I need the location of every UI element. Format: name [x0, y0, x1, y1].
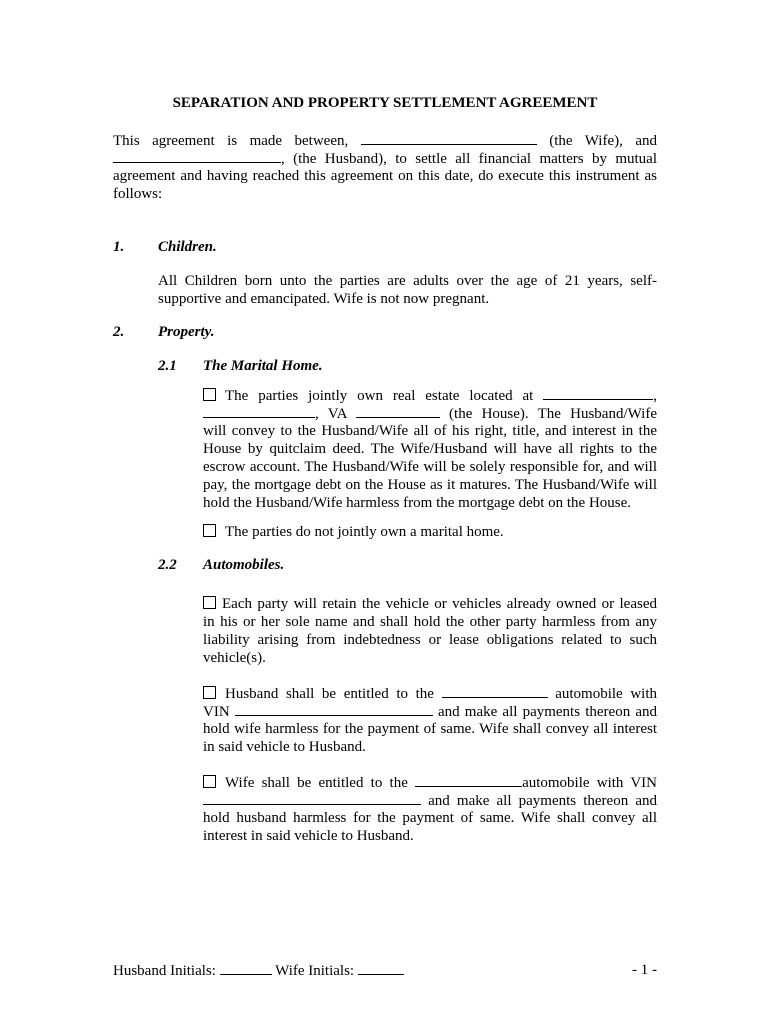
marital-home-option-1-line-2 [203, 404, 657, 423]
automobiles-option-3-line-2 [203, 791, 657, 810]
property-zip-field[interactable] [356, 404, 440, 418]
automobiles-option-3-line-1 [203, 773, 657, 792]
husband-vehicle-vin-field[interactable] [235, 702, 433, 716]
wife-initials-field[interactable] [358, 961, 404, 975]
marital-home-option-1-line-5: escrow account. The Husband/Wife will be solely responsible for, and will [203, 459, 657, 475]
option-text: , VA [315, 406, 347, 422]
section-2-1-number: 2.1 [158, 358, 177, 374]
automobiles-option-2-line-1 [203, 684, 657, 703]
marital-home-option-1-line-3: will convey to the Husband/Wife all of his right, title, and interest in the [203, 423, 657, 439]
option-text: Husband shall be entitled to the [225, 686, 434, 702]
section-1-number: 1. [113, 239, 125, 255]
wife-vehicle-checkbox[interactable] [203, 775, 216, 788]
intro-line-4: follows: [113, 186, 163, 202]
husband-name-field[interactable] [113, 149, 281, 163]
husband-vehicle-checkbox[interactable] [203, 686, 216, 699]
document-title: SEPARATION AND PROPERTY SETTLEMENT AGREEMENT [172, 95, 598, 111]
husband-initials-field[interactable] [220, 961, 272, 975]
automobiles-option-2-line-3: hold wife harmless for the payment of same. Wife shall convey all interest [203, 721, 657, 737]
option-text: Wife shall be entitled to the [225, 775, 408, 791]
section-1-heading: Children. [158, 239, 217, 255]
section-1-line-2: supportive and emancipated. Wife is not now pregnant. [158, 291, 490, 307]
marital-home-option-1-line-1 [203, 386, 657, 405]
option-text: (the House). The Husband/Wife [449, 406, 658, 422]
automobiles-option-3-line-3: hold husband harmless for the payment of same. Wife shall convey all [203, 810, 657, 826]
section-1-line-1: All Children born unto the parties are adults over the age of 21 years, self- [158, 273, 657, 289]
intro-text: , (the Husband), to settle all financial matters by mutual [281, 151, 657, 167]
section-2-number: 2. [113, 324, 125, 340]
intro-line-2 [113, 149, 657, 168]
option-text: automobile with [555, 686, 658, 702]
intro-line-3: agreement and having reached this agreement on this date, do execute this instrument as [113, 168, 657, 184]
option-text: The parties jointly own real estate located at [225, 388, 534, 404]
property-location-field[interactable] [543, 386, 653, 400]
automobiles-option-1-line-3: liability arising from indebtedness or lease obligations related to such [203, 632, 657, 648]
intro-text: This agreement is made between, [113, 133, 349, 149]
automobiles-option-1-line-4: vehicle(s). [203, 650, 266, 666]
marital-home-jointly-owned-checkbox[interactable] [203, 388, 216, 401]
intro-line-1 [113, 131, 657, 150]
page-number: - 1 - [632, 962, 657, 978]
each-party-retains-vehicle-checkbox[interactable] [203, 596, 216, 609]
automobiles-option-2-line-4: in said vehicle to Husband. [203, 739, 366, 755]
option-text: automobile with VIN [522, 775, 658, 791]
option-text: The parties do not jointly own a marital home. [225, 524, 504, 540]
section-2-2-number: 2.2 [158, 557, 177, 573]
automobiles-option-1-line-2: in his or her sole name and shall hold the other party harmless from any [203, 614, 657, 630]
automobiles-option-2-line-2 [203, 702, 657, 721]
marital-home-option-1-line-7: hold the Husband/Wife harmless from the mortgage debt on the House. [203, 495, 632, 511]
comma: , [653, 388, 658, 404]
wife-initials-label: Wife Initials: [275, 963, 355, 979]
section-2-2-heading: Automobiles. [203, 557, 285, 573]
wife-name-field[interactable] [361, 131, 537, 145]
marital-home-option-2 [203, 523, 504, 541]
option-text: Each party will retain the vehicle or vehicles already owned or leased [222, 596, 657, 612]
section-2-heading: Property. [158, 324, 215, 340]
husband-initials-label: Husband Initials: [113, 963, 216, 979]
option-text: and make all payments thereon and [437, 704, 658, 720]
property-city-field[interactable] [203, 404, 315, 418]
no-marital-home-checkbox[interactable] [203, 524, 216, 537]
automobiles-option-3-line-4: interest in said vehicle to Husband. [203, 828, 414, 844]
marital-home-option-1-line-4: House by quitclaim deed. The Wife/Husband will have all rights to the [203, 441, 657, 457]
wife-vehicle-field[interactable] [415, 773, 522, 787]
option-text: VIN [203, 704, 230, 720]
wife-vehicle-vin-field[interactable] [203, 791, 421, 805]
intro-text: (the Wife), and [549, 133, 658, 149]
automobiles-option-1-line-1 [203, 595, 657, 613]
initials-footer [113, 961, 404, 980]
section-2-1-heading: The Marital Home. [203, 358, 323, 374]
marital-home-option-1-line-6: pay, the mortgage debt on the House as it matures. The Husband/Wife will [203, 477, 657, 493]
option-text: and make all payments thereon and [428, 793, 657, 809]
husband-vehicle-field[interactable] [442, 684, 548, 698]
